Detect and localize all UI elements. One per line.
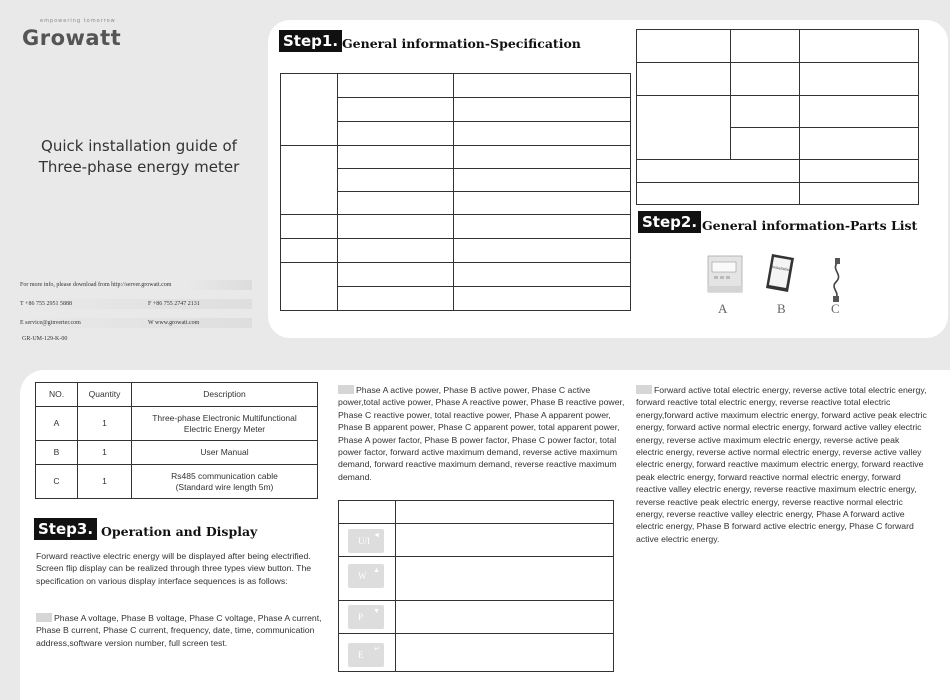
tel-text: T +86 755 2951 5888: [20, 301, 72, 307]
ui-button: [348, 529, 384, 553]
spec-cell: [454, 169, 631, 192]
row-desc-line1: User Manual: [200, 447, 249, 457]
spec-cell: [454, 263, 631, 287]
buttons-cell: [396, 601, 614, 634]
part-label-a: A: [718, 301, 728, 316]
spec-cell: [637, 96, 731, 160]
energy-meter-image: [708, 256, 742, 292]
specification-table: [280, 73, 631, 311]
spec-cell: [800, 30, 919, 63]
manual-cover-text: installation: [771, 265, 792, 273]
growatt-logo: Growatt: [22, 26, 122, 50]
specification-table-2: [636, 29, 919, 205]
spec-cell: [800, 183, 919, 205]
parts-list-table: [35, 382, 318, 499]
table-row: [36, 407, 318, 441]
p-button: [348, 605, 384, 629]
spec-cell: [800, 96, 919, 128]
header-no: NO.: [36, 383, 78, 407]
display-sequence-energy-text: Forward active total electric energy, reverse active total electric energy, forward reactive total electric energy, reverse reactive total electric energy,forward active maximum electric energy, forward active peak electric energy, forward active normal electric energy, forward active valley electric energy, reverse active maximum electric energy, reverse active peak electric energy, reverse active normal electric energy, reverse active valley electric energy, forward reactive maximum electric energy, forward reactive peak electric energy, forward reactive normal electric energy, forward reactive valley electric energy, reverse reactive maximum electric energy, reverse reactive peak electric energy, reverse reactive normal electric energy, reverse reactive valley electric energy, Phase A forward active electric energy, Phase B forward active electric energy, Phase C forward active electric energy.: [636, 385, 927, 544]
e-button: [348, 643, 384, 667]
spec-cell: [338, 146, 454, 169]
w-button: [348, 564, 384, 588]
step1-badge: Step1.: [279, 30, 342, 52]
spec-cell: [338, 287, 454, 311]
download-note-text: For more info, please download from http://server.growatt.com: [20, 282, 172, 288]
spec-cell: [281, 263, 338, 311]
ui-button-label: U/I: [358, 536, 370, 546]
row-desc: [132, 441, 318, 465]
part-label-c: C: [831, 301, 840, 316]
display-sequence-energy: [636, 384, 928, 545]
spec-cell: [800, 63, 919, 96]
row-desc-line1: Three-phase Electronic Multifunctional: [152, 412, 297, 423]
spec-cell: [731, 96, 800, 128]
spec-cell: [281, 74, 338, 146]
communication-cable-image: [833, 258, 840, 302]
download-note: [20, 280, 252, 290]
spec-cell: [338, 98, 454, 122]
header-description: Description: [132, 383, 318, 407]
row-desc: [132, 465, 318, 499]
contact-web-row: [20, 318, 252, 328]
display-sequence-power-text: Phase A active power, Phase B active power, Phase C active power,total active power, Phase A reactive power, Phase B reactive power, Phase C reactive power, total reactive power, Phase A apparent power, Phase B apparent power, Phase C apparent power, total apparent power, Phase A power factor, Phase B power factor, Phase C power factor, total power factor, forward active maximum demand, reverse active maximum demand, forward reactive maximum demand, reverse reactive maximum demand.: [338, 385, 625, 482]
up-arrow-icon: ▲: [373, 566, 380, 574]
cover-title: [24, 136, 254, 178]
row-no: B: [36, 441, 78, 465]
spec-cell: [338, 239, 454, 263]
spec-cell: [731, 30, 800, 63]
web-text: W www.growatt.com: [148, 320, 200, 326]
display-sequence-ui-text: Phase A voltage, Phase B voltage, Phase C voltage, Phase A current, Phase B current, Phase C current, frequency, date, time, communication address,software version number, full screen test.: [36, 613, 322, 648]
spec-cell: [281, 215, 338, 239]
row-desc-line2: (Standard wire length 5m): [175, 481, 274, 492]
step2-badge: Step2.: [638, 211, 701, 233]
spec-cell: [338, 122, 454, 146]
w-button-label: W: [358, 571, 367, 581]
p-button-label: P: [358, 612, 364, 622]
spec-cell: [454, 287, 631, 311]
row-no: C: [36, 465, 78, 499]
spec-cell: [338, 74, 454, 98]
step3-title: Operation and Display: [101, 524, 258, 539]
buttons-cell: [339, 501, 396, 524]
ui-button-icon: [36, 613, 52, 622]
row-no: A: [36, 407, 78, 441]
logo-tagline: empowering tomorrow: [40, 18, 116, 24]
spec-cell: [637, 30, 731, 63]
down-arrow-icon: ▼: [373, 607, 380, 615]
table-row: [36, 441, 318, 465]
row-desc-line1: Rs485 communication cable: [171, 470, 278, 481]
display-sequence-power: [338, 384, 626, 483]
table-header-row: [36, 383, 318, 407]
spec-cell: [454, 146, 631, 169]
row-desc-line2: Electric Energy Meter: [183, 423, 266, 434]
buttons-cell: [396, 557, 614, 601]
enter-icon: ↵: [374, 645, 380, 653]
spec-cell: [800, 160, 919, 183]
spec-cell: [338, 263, 454, 287]
operation-intro: Forward reactive electric energy will be displayed after being electrified. Screen flip display can be realized through three types view button. The specification on various display interface sequences is as follows:: [36, 551, 312, 586]
spec-cell: [454, 192, 631, 215]
spec-cell: [800, 128, 919, 160]
row-qty: 1: [78, 407, 132, 441]
buttons-cell: [396, 524, 614, 557]
contact-phone-row: [20, 299, 252, 309]
cover-title-line2: Three-phase energy meter: [38, 158, 240, 176]
buttons-cell: [396, 501, 614, 524]
spec-cell: [454, 239, 631, 263]
cover-title-line1: Quick installation guide of: [41, 137, 237, 155]
spec-cell: [338, 192, 454, 215]
row-qty: 1: [78, 465, 132, 499]
spec-cell: [454, 74, 631, 98]
display-sequence-ui: [36, 612, 326, 649]
spec-cell: [281, 239, 338, 263]
row-qty: 1: [78, 441, 132, 465]
spec-cell: [637, 183, 800, 205]
fax-text: F +86 755 2747 2131: [148, 301, 200, 307]
e-button-label: E: [358, 650, 364, 660]
email-text: E service@ginverter.com: [20, 320, 81, 326]
spec-cell: [338, 169, 454, 192]
buttons-cell: [396, 634, 614, 672]
spec-cell: [731, 128, 800, 160]
spec-cell: [637, 63, 731, 96]
spec-cell: [338, 215, 454, 239]
spec-cell: [454, 215, 631, 239]
spec-cell: [454, 122, 631, 146]
e-button-icon: [636, 385, 652, 394]
table-row: [36, 465, 318, 499]
step2-title: General information-Parts List: [702, 218, 918, 233]
row-desc: [132, 407, 318, 441]
step3-badge: Step3.: [34, 518, 97, 540]
user-manual-image: [766, 254, 794, 292]
spec-cell: [637, 160, 800, 183]
left-arrow-icon: ◄: [373, 531, 380, 539]
step1-title: General information-Specification: [342, 36, 581, 51]
spec-cell: [454, 98, 631, 122]
header-quantity: Quantity: [78, 383, 132, 407]
part-label-b: B: [777, 301, 786, 316]
document-number: GR-UM-129-K-00: [22, 336, 68, 342]
spec-cell: [731, 63, 800, 96]
w-button-icon: [338, 385, 354, 394]
spec-cell: [281, 146, 338, 215]
